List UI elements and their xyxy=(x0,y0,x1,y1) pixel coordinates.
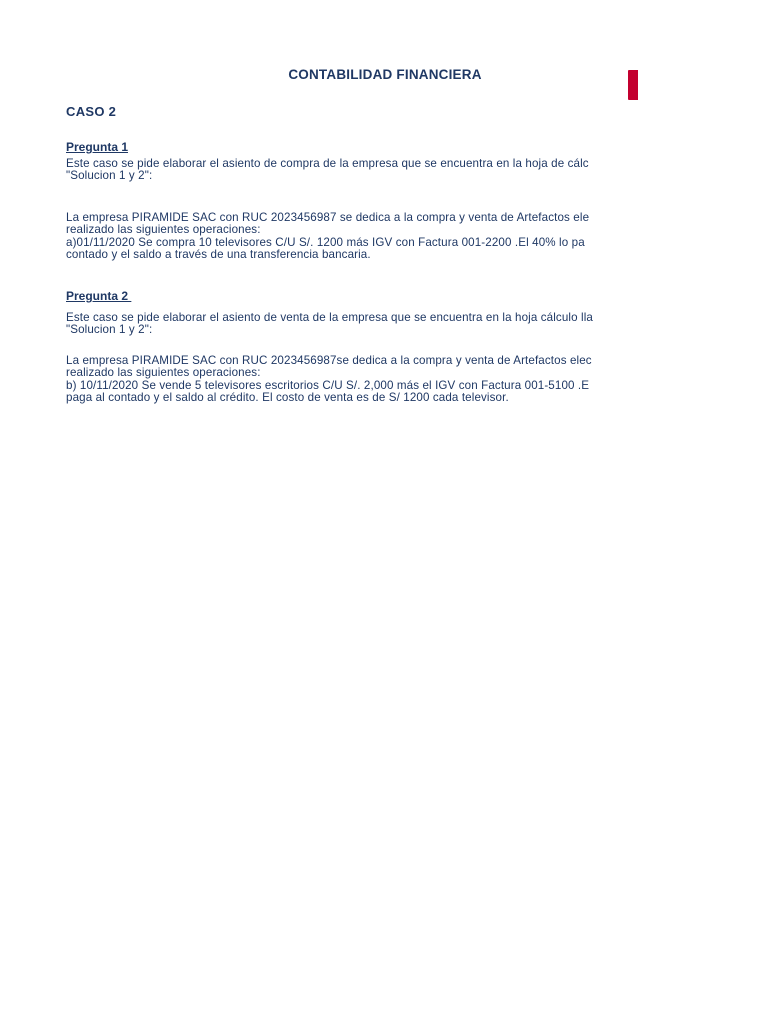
page-title: CONTABILIDAD FINANCIERA xyxy=(288,67,482,82)
text-line: realizado las siguientes operaciones: xyxy=(66,223,261,237)
text-line: Este caso se pide elaborar el asiento de compra de la empresa que se encuentra en la hoja de cálc xyxy=(66,157,589,170)
question-1-intro xyxy=(66,158,589,183)
text-line: b) 10/11/2020 Se vende 5 televisores escritorios C/U S/. 2,000 más el IGV con Factura 001-5100 .E xyxy=(66,378,590,392)
question-2-body xyxy=(66,355,592,404)
question-1-body xyxy=(66,212,589,261)
text-line: La empresa PIRAMIDE SAC con RUC 2023456987se dedica a la compra y venta de Artefactos elec xyxy=(66,354,592,367)
question-1-heading: Pregunta 1 xyxy=(66,140,129,154)
text-line: paga al contado y el saldo al crédito. El costo de venta es de S/ 1200 cada televisor. xyxy=(66,390,509,404)
text-line: Este caso se pide elaborar el asiento de venta de la empresa que se encuentra en la hoja cálculo lla xyxy=(66,311,593,324)
text-line: a)01/11/2020 Se compra 10 televisores C/U S/. 1200 más IGV con Factura 001-2200 .El 40% lo pa xyxy=(66,235,585,249)
text-line: La empresa PIRAMIDE SAC con RUC 2023456987 se dedica a la compra y venta de Artefactos ele xyxy=(66,211,590,224)
text-line: "Solucion 1 y 2": xyxy=(66,323,153,337)
question-2-heading: Pregunta 2 xyxy=(66,289,132,303)
text-line: realizado las siguientes operaciones: xyxy=(66,366,261,380)
case-label: CASO 2 xyxy=(66,104,117,119)
text-line: contado y el saldo a través de una transferencia bancaria. xyxy=(66,247,371,261)
question-2-intro xyxy=(66,312,593,337)
text-line: "Solucion 1 y 2": xyxy=(66,169,153,183)
